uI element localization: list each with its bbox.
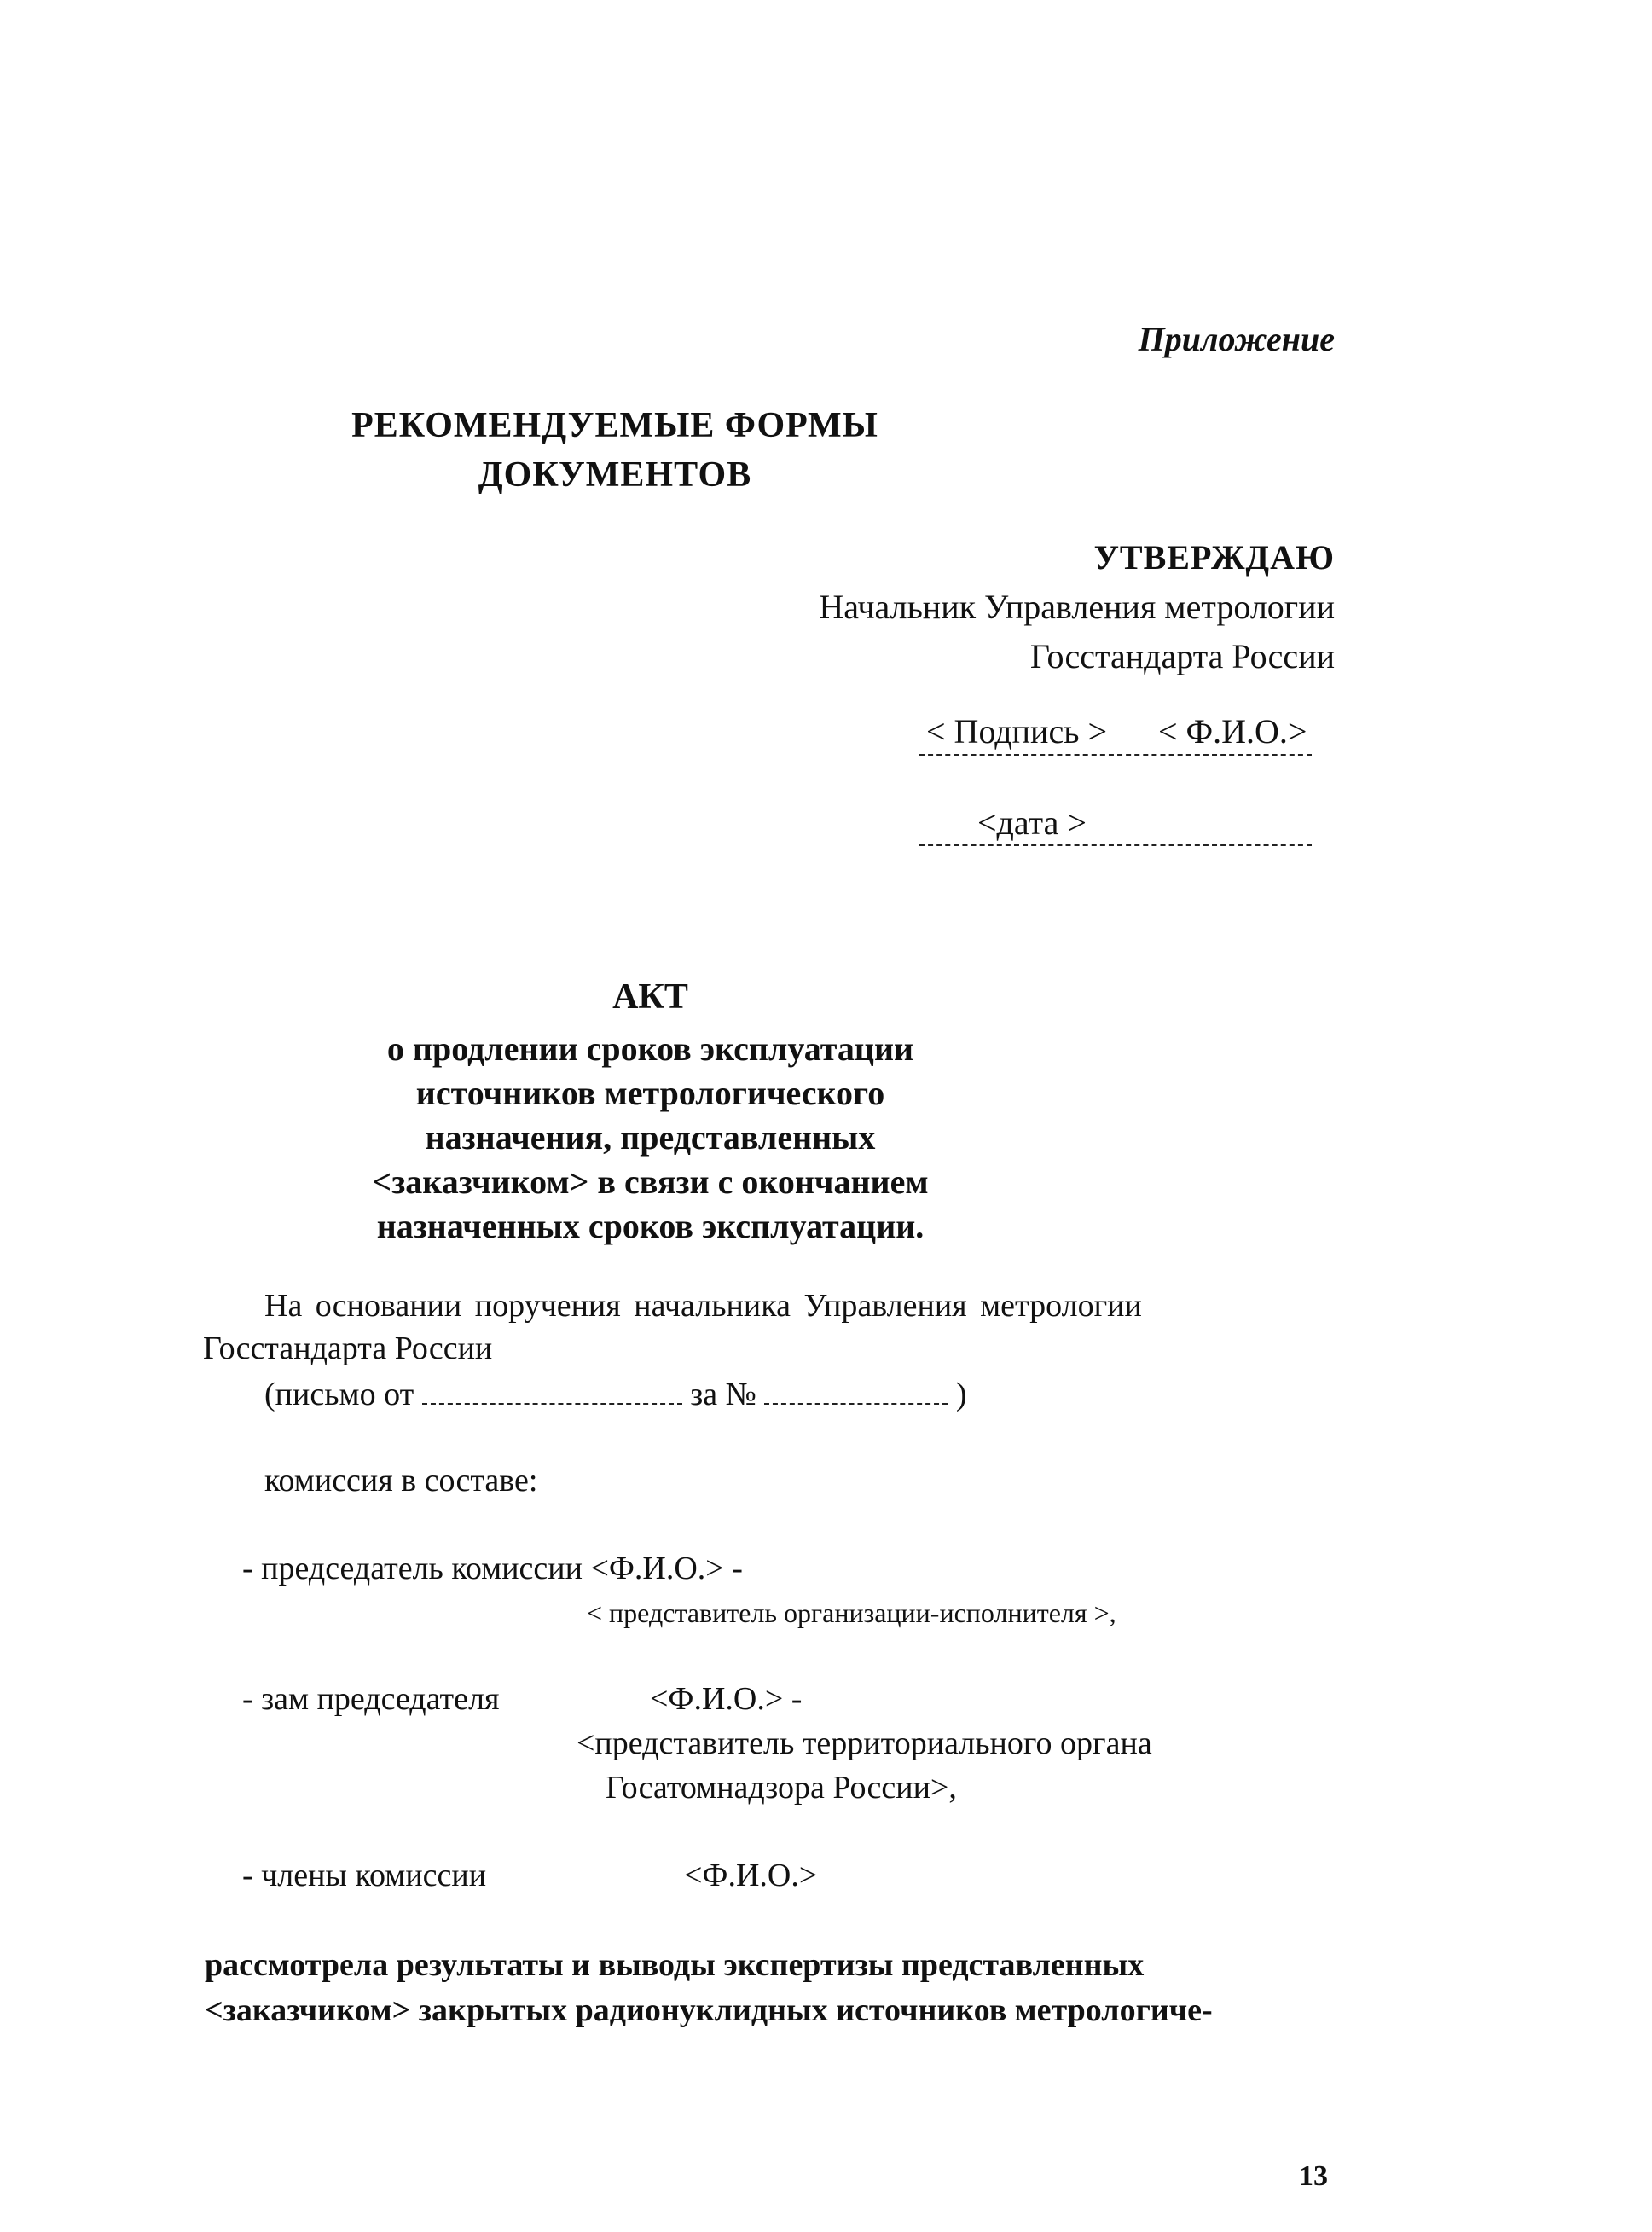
signature-underline [919, 754, 1312, 756]
letter-reference [264, 1377, 966, 1411]
basis-line-2: Госстандарта России [203, 1331, 493, 1366]
letter-number-blank [764, 1377, 948, 1405]
appendix-label: Приложение [1138, 320, 1335, 358]
act-title: АКТ [612, 977, 688, 1017]
approver-name-placeholder: < Ф.И.О.> [1158, 712, 1307, 751]
approver-position-line-1: Начальник Управления метрологии [819, 588, 1335, 626]
act-subtitle-line-1: о продлении сроков эксплуатации [386, 1029, 914, 1068]
approver-position-line-2: Госстандарта России [1029, 637, 1335, 675]
date-underline [919, 844, 1312, 846]
act-subtitle-line-5: назначенных сроков эксплуатации. [376, 1207, 925, 1245]
chair-label: - председатель комиссии <Ф.И.О.> - [242, 1551, 743, 1586]
act-subtitle-line-4: <заказчиком> в связи с окончанием [372, 1162, 929, 1201]
conclusion-line-1: рассмотрела результаты и выводы экспертизы представленных [205, 1947, 1145, 1983]
letter-number-label: за № [690, 1377, 756, 1412]
date-placeholder: <дата > [977, 803, 1087, 842]
members-label: - члены комиссии [242, 1858, 487, 1893]
forms-title-line-2: ДОКУМЕНТОВ [478, 455, 752, 495]
deputy-label: - зам председателя [242, 1681, 500, 1717]
signature-placeholder: < Подпись > [926, 712, 1108, 751]
letter-date-blank [422, 1377, 682, 1405]
act-subtitle-line-2: источников метрологического [415, 1074, 885, 1112]
approve-label: УТВЕРЖДАЮ [1093, 538, 1335, 577]
act-subtitle-line-3: назначения, представленных [425, 1118, 876, 1157]
approval-block [819, 537, 1335, 686]
commission-intro: комиссия в составе: [264, 1463, 538, 1499]
deputy-name: <Ф.И.О.> - [650, 1681, 803, 1717]
deputy-role-line-2: Госатомнадзора России>, [606, 1770, 957, 1806]
chair-role: < представитель организации-исполнителя >, [587, 1597, 1116, 1628]
page-number: 13 [1299, 2160, 1328, 2192]
deputy-role-line-1: <представитель территориального органа [577, 1725, 1152, 1761]
letter-close: ) [955, 1377, 967, 1412]
basis-line-1: На основании поручения начальника Управления метрологии [264, 1288, 1142, 1324]
forms-title-line-1: РЕКОМЕНДУЕМЫЕ ФОРМЫ [351, 406, 878, 445]
conclusion-line-2: <заказчиком> закрытых радионуклидных источников метрологиче- [205, 1992, 1213, 2028]
letter-prefix: (письмо от [264, 1377, 414, 1412]
members-name: <Ф.И.О.> [684, 1858, 818, 1893]
